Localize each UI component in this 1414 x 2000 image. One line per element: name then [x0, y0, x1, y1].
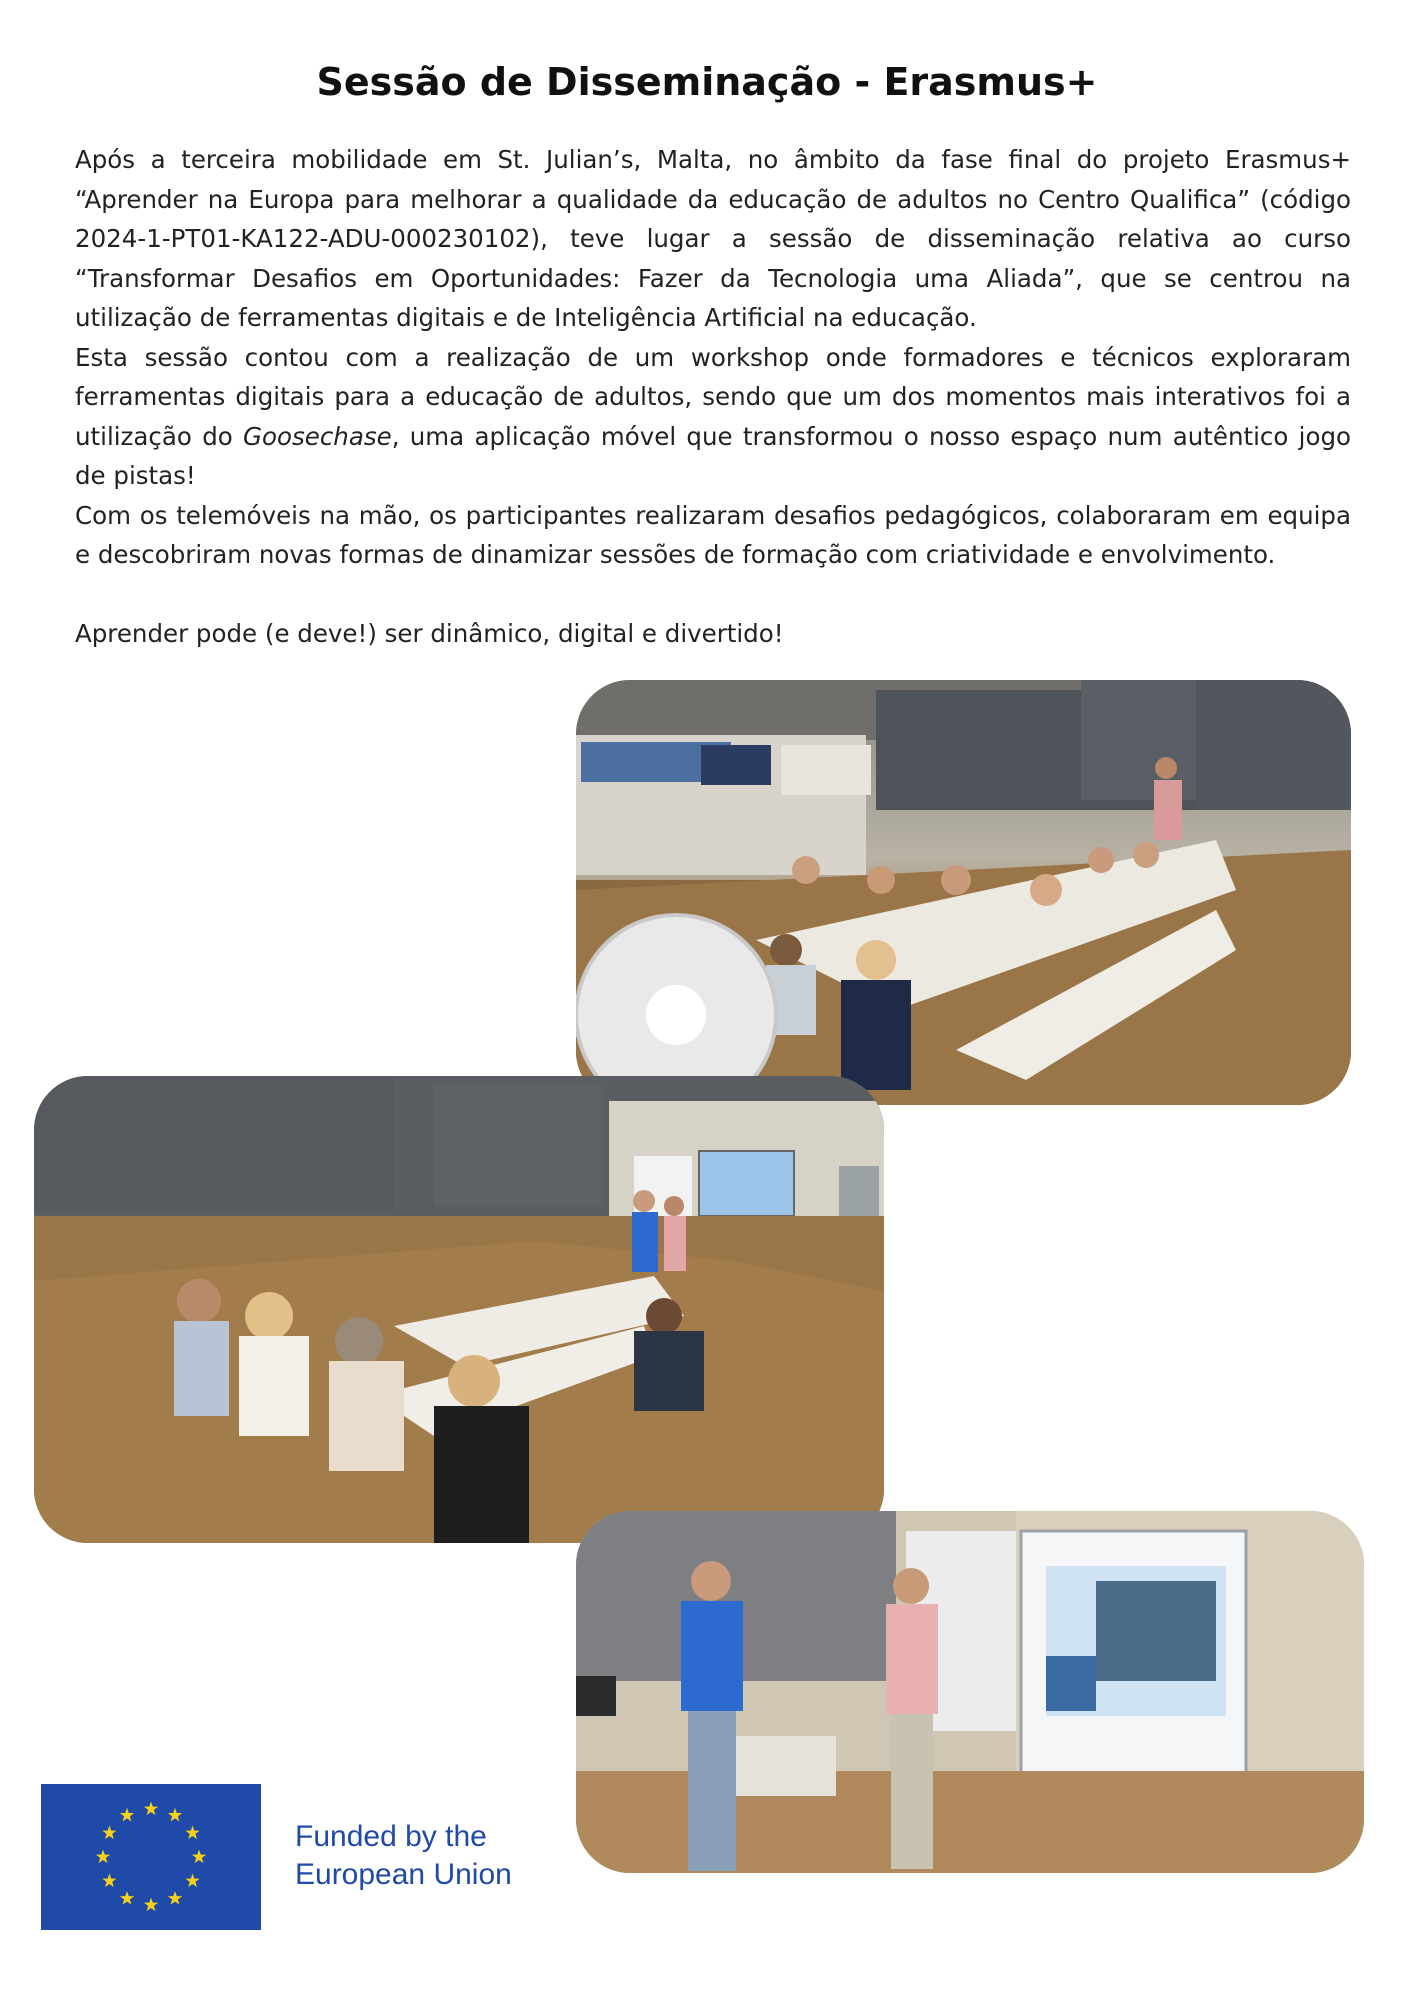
article-body [75, 140, 1351, 654]
eu-funding-line-2: European Union [295, 1858, 512, 1891]
eu-funding-line-1: Funded by the [295, 1820, 487, 1853]
eu-flag [41, 1784, 261, 1930]
photo-classroom-from-back [34, 1076, 884, 1543]
eu-funding-statement [295, 1818, 512, 1894]
paragraph-intro: Após a terceira mobilidade em St. Julian’s, Malta, no âmbito da fase final do projeto Erasmus+ “Aprender na Europa para melhorar a qualidade da educação de adultos no Centro Qualifica” (código 2024-1-PT01-KA122-ADU-000230102), teve lugar a sessão de disseminação relativa ao curso “Transformar Desafios em Oportunidades: Fazer da Tecnologia uma Aliada”, que se centrou na utilização de ferramentas digitais e de Inteligência Artificial na educação. [75, 145, 1351, 332]
paragraph-workshop [75, 338, 1351, 496]
paragraph-workshop-start: Esta sessão contou com a realização de um workshop onde formadores e técnicos exploraram ferramentas digitais para a educação de adultos, sendo que um dos momentos mais interativos foi a utilização do [75, 342, 1351, 451]
photo-presenters [576, 1511, 1364, 1873]
goosechase-app-name: Goosechase [243, 421, 392, 451]
page-title: Sessão de Disseminação - Erasmus+ [316, 60, 1098, 104]
photo-classroom-participants [576, 680, 1351, 1105]
paragraph-closing: Aprender pode (e deve!) ser dinâmico, digital e divertido! [75, 619, 784, 648]
paragraph-workshop-end: , uma aplicação móvel que transformou o nosso espaço num autêntico jogo de pistas! [75, 421, 1351, 490]
paragraph-participants: Com os telemóveis na mão, os participantes realizaram desafios pedagógicos, colaboraram em equipa e descobriram novas formas de dinamizar sessões de formação com criatividade e envolvimento. [75, 500, 1351, 569]
